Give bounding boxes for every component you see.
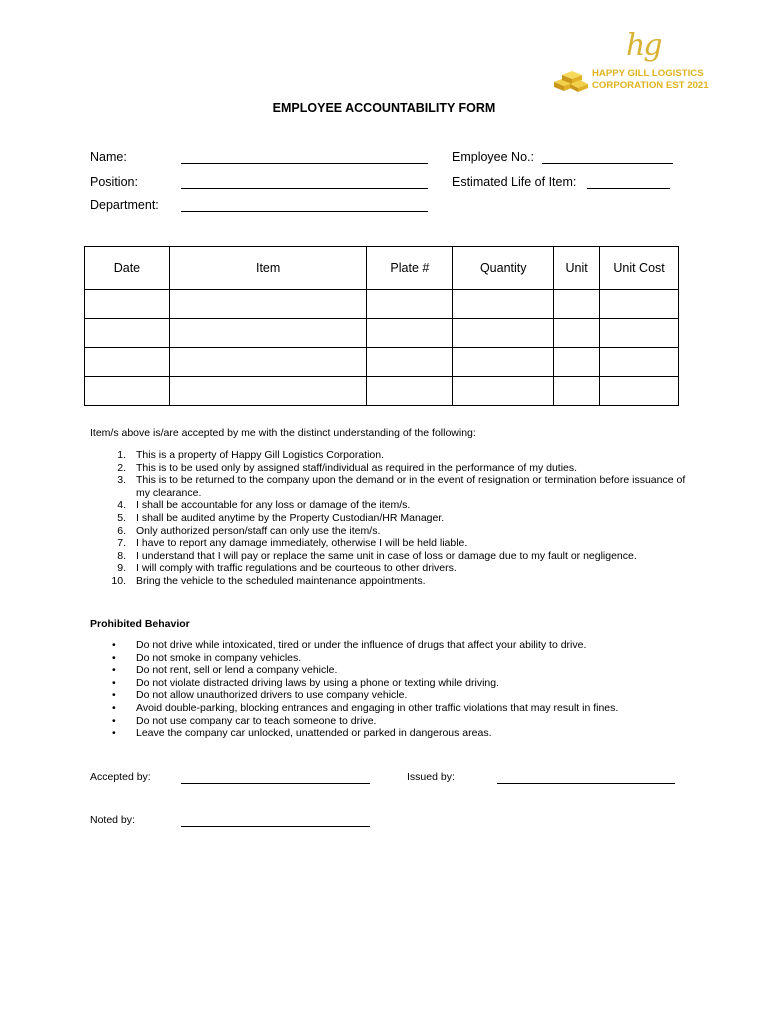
table-cell[interactable] [85, 348, 170, 377]
name-label: Name: [90, 150, 127, 164]
bullet-icon: • [112, 727, 116, 740]
table-cell[interactable] [85, 290, 170, 319]
list-item-text: I will comply with traffic regulations and be courteous to other drivers. [136, 562, 457, 575]
bullet-icon: • [112, 651, 116, 664]
table-row [85, 377, 679, 406]
table-cell[interactable] [169, 290, 367, 319]
bullet-icon: • [112, 689, 116, 702]
list-item [90, 715, 690, 728]
list-item-text: Do not allow unauthorized drivers to use company vehicle. [136, 689, 408, 702]
list-number: 8. [117, 549, 126, 562]
table-header-row [85, 247, 679, 290]
table-cell[interactable] [453, 319, 554, 348]
list-number: 4. [117, 499, 126, 512]
list-number: 5. [117, 511, 126, 524]
company-logo [548, 28, 728, 100]
list-item-text: Avoid double-parking, blocking entrances and engaging in other traffic violations that may result in fines. [136, 701, 619, 714]
items-table [84, 246, 679, 406]
list-item-text: This is to be returned to the company upon the demand or in the event of resignation or termination before issuance of my clearance. [136, 474, 686, 499]
list-number: 9. [117, 562, 126, 575]
list-item-text: Do not smoke in company vehicles. [136, 651, 302, 664]
list-item-text: Leave the company car unlocked, unattended or parked in dangerous areas. [136, 727, 492, 740]
list-item [90, 512, 690, 525]
employee-no-label: Employee No.: [452, 150, 534, 164]
accepted-by-label: Accepted by: [90, 771, 151, 783]
bullet-icon: • [112, 676, 116, 689]
column-header-quantity: Quantity [453, 247, 554, 290]
name-field[interactable] [181, 163, 428, 164]
table-cell[interactable] [169, 348, 367, 377]
list-item-text: Do not violate distracted driving laws by using a phone or texting while driving. [136, 676, 500, 689]
issued-by-signature-line[interactable] [497, 783, 675, 784]
table-cell[interactable] [367, 377, 453, 406]
list-item-text: I shall be audited anytime by the Property Custodian/HR Manager. [136, 511, 445, 524]
table-cell[interactable] [453, 348, 554, 377]
list-number: 10. [111, 574, 126, 587]
table-cell[interactable] [85, 319, 170, 348]
list-item [90, 689, 690, 702]
prohibited-behavior-heading: Prohibited Behavior [90, 618, 190, 630]
table-cell[interactable] [600, 290, 679, 319]
list-item-text: This is a property of Happy Gill Logistics Corporation. [136, 449, 385, 461]
list-item-text: Do not rent, sell or lend a company vehicle. [136, 664, 338, 677]
list-item [90, 474, 690, 499]
list-item [90, 499, 690, 512]
list-item [90, 462, 690, 475]
table-row [85, 319, 679, 348]
list-item [90, 449, 690, 462]
list-item-text: I have to report any damage immediately, otherwise I will be held liable. [136, 537, 468, 550]
department-label: Department: [90, 198, 159, 212]
table-cell[interactable] [554, 290, 600, 319]
list-item [90, 525, 690, 538]
table-cell[interactable] [600, 319, 679, 348]
list-number: 2. [117, 461, 126, 474]
list-item-text: This is to be used only by assigned staff/individual as required in the performance of my duties. [136, 461, 578, 474]
column-header-unit: Unit [554, 247, 600, 290]
table-row [85, 348, 679, 377]
table-cell[interactable] [554, 319, 600, 348]
position-field[interactable] [181, 188, 428, 189]
list-item-text: Do not drive while intoxicated, tired or under the influence of drugs that affect your ability to drive. [136, 639, 587, 651]
issued-by-label: Issued by: [407, 771, 455, 783]
form-title: EMPLOYEE ACCOUNTABILITY FORM [272, 101, 496, 115]
table-cell[interactable] [85, 377, 170, 406]
list-item-text: Bring the vehicle to the scheduled maintenance appointments. [136, 574, 426, 587]
terms-list [90, 449, 690, 588]
table-cell[interactable] [554, 377, 600, 406]
table-cell[interactable] [367, 290, 453, 319]
list-item-text: I shall be accountable for any loss or damage of the item/s. [136, 499, 411, 512]
bullet-icon: • [112, 701, 116, 714]
noted-by-signature-line[interactable] [181, 826, 370, 827]
logo-text [592, 68, 709, 92]
logo-monogram: hg [626, 28, 661, 63]
column-header-unit-cost: Unit Cost [600, 247, 679, 290]
list-item [90, 537, 690, 550]
bullet-icon: • [112, 664, 116, 677]
prohibited-list [90, 639, 690, 740]
table-cell[interactable] [367, 348, 453, 377]
bullet-icon: • [112, 639, 116, 651]
table-row [85, 290, 679, 319]
column-header-plate: Plate # [367, 247, 453, 290]
list-number: 3. [117, 474, 126, 487]
list-item [90, 702, 690, 715]
gold-bars-icon [550, 66, 590, 94]
list-item-text: Do not use company car to teach someone to drive. [136, 714, 377, 727]
logo-text-line1: HAPPY GILL LOGISTICS [592, 68, 704, 79]
table-cell[interactable] [169, 319, 367, 348]
acceptance-paragraph: Item/s above is/are accepted by me with the distinct understanding of the following: [90, 427, 476, 439]
department-field[interactable] [181, 211, 428, 212]
list-item [90, 664, 690, 677]
position-label: Position: [90, 175, 138, 189]
column-header-item: Item [169, 247, 367, 290]
estimated-life-label: Estimated Life of Item: [452, 175, 577, 189]
table-cell[interactable] [367, 319, 453, 348]
employee-no-field[interactable] [542, 163, 673, 164]
list-item [90, 562, 690, 575]
list-item-text: Only authorized person/staff can only use the item/s. [136, 524, 381, 537]
list-item [90, 652, 690, 665]
list-item [90, 575, 690, 588]
table-cell[interactable] [600, 348, 679, 377]
table-cell[interactable] [453, 290, 554, 319]
list-item-text: I understand that I will pay or replace the same unit in case of loss or damage due to my fault or negligence. [136, 549, 637, 562]
estimated-life-field[interactable] [587, 188, 670, 189]
list-number: 7. [117, 537, 126, 550]
table-cell[interactable] [169, 377, 367, 406]
list-item [90, 677, 690, 690]
list-item [90, 550, 690, 563]
column-header-date: Date [85, 247, 170, 290]
table-cell[interactable] [600, 377, 679, 406]
list-item [90, 727, 690, 740]
bullet-icon: • [112, 714, 116, 727]
list-item [90, 639, 690, 652]
accepted-by-signature-line[interactable] [181, 783, 370, 784]
table-cell[interactable] [554, 348, 600, 377]
noted-by-label: Noted by: [90, 814, 135, 826]
list-number: 1. [117, 449, 126, 461]
list-number: 6. [117, 524, 126, 537]
table-cell[interactable] [453, 377, 554, 406]
logo-text-line2: CORPORATION EST 2021 [592, 80, 709, 91]
